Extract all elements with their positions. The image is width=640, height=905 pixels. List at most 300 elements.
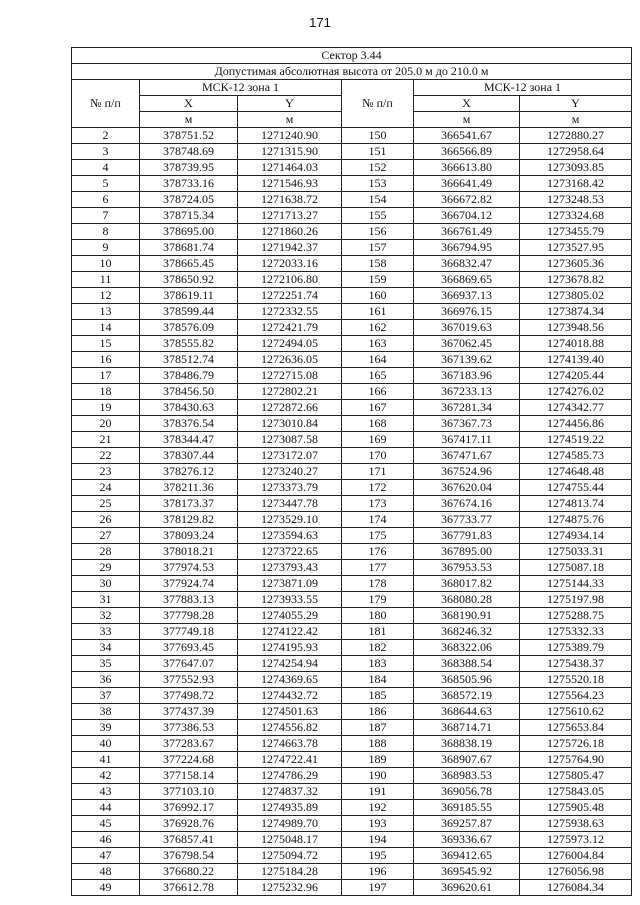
- y-coord-right: 1275938.63: [520, 816, 632, 832]
- y-coord-right: 1275288.75: [520, 608, 632, 624]
- y-coord-right: 1274875.76: [520, 512, 632, 528]
- y-coord-right: 1273948.56: [520, 320, 632, 336]
- y-coord-right: 1275332.33: [520, 624, 632, 640]
- point-number-left: 47: [72, 848, 140, 864]
- x-coord-right: 367417.11: [414, 432, 520, 448]
- y-coord-right: 1274139.40: [520, 352, 632, 368]
- y-coord-right: 1273527.95: [520, 240, 632, 256]
- y-coord-right: 1272880.27: [520, 128, 632, 144]
- y-coord-right: 1275843.05: [520, 784, 632, 800]
- point-number-left: 20: [72, 416, 140, 432]
- x-unit-right: м: [414, 112, 520, 128]
- table-row: [72, 704, 632, 720]
- y-coord-left: 1275184.28: [238, 864, 342, 880]
- y-coord-right: 1273874.34: [520, 304, 632, 320]
- table-row: [72, 816, 632, 832]
- x-coord-left: 378018.21: [140, 544, 238, 560]
- y-coord-right: 1274018.88: [520, 336, 632, 352]
- y-coord-left: 1273871.09: [238, 576, 342, 592]
- point-number-left: 4: [72, 160, 140, 176]
- point-number-right: 150: [342, 128, 414, 144]
- y-coord-right: 1273678.82: [520, 272, 632, 288]
- table-row: [72, 768, 632, 784]
- y-unit-left: м: [238, 112, 342, 128]
- x-coord-left: 377158.14: [140, 768, 238, 784]
- x-coord-left: 378430.63: [140, 400, 238, 416]
- x-coord-right: 366937.13: [414, 288, 520, 304]
- point-number-left: 23: [72, 464, 140, 480]
- y-coord-left: 1271240.90: [238, 128, 342, 144]
- page-number: 171: [309, 15, 331, 30]
- table-row: [72, 800, 632, 816]
- table-row: [72, 640, 632, 656]
- y-coord-right: 1272958.64: [520, 144, 632, 160]
- zone-header-left: МСК-12 зона 1: [140, 80, 342, 96]
- x-coord-right: 368714.71: [414, 720, 520, 736]
- table-row: [72, 224, 632, 240]
- table-row: [72, 656, 632, 672]
- y-coord-left: 1273172.07: [238, 448, 342, 464]
- y-coord-left: 1272802.21: [238, 384, 342, 400]
- y-coord-right: 1275973.12: [520, 832, 632, 848]
- x-coord-right: 368322.06: [414, 640, 520, 656]
- x-coord-left: 378650.92: [140, 272, 238, 288]
- y-coord-left: 1274055.29: [238, 608, 342, 624]
- y-coord-right: 1273805.02: [520, 288, 632, 304]
- point-number-left: 35: [72, 656, 140, 672]
- table-row: [72, 336, 632, 352]
- table-row: [72, 352, 632, 368]
- point-number-left: 18: [72, 384, 140, 400]
- x-coord-left: 378599.44: [140, 304, 238, 320]
- x-coord-left: 378173.37: [140, 496, 238, 512]
- point-number-left: 46: [72, 832, 140, 848]
- point-number-right: 183: [342, 656, 414, 672]
- x-coord-left: 376857.41: [140, 832, 238, 848]
- x-coord-right: 368505.96: [414, 672, 520, 688]
- y-coord-right: 1274342.77: [520, 400, 632, 416]
- table-row: [72, 544, 632, 560]
- table-row: [72, 608, 632, 624]
- table-row: [72, 864, 632, 880]
- point-number-left: 21: [72, 432, 140, 448]
- y-unit-right: м: [520, 112, 632, 128]
- x-coord-right: 369056.78: [414, 784, 520, 800]
- y-coord-left: 1275048.17: [238, 832, 342, 848]
- point-number-right: 156: [342, 224, 414, 240]
- y-coord-left: 1272494.05: [238, 336, 342, 352]
- x-coord-right: 366832.47: [414, 256, 520, 272]
- point-number-left: 33: [72, 624, 140, 640]
- table-row: [72, 384, 632, 400]
- point-number-right: 163: [342, 336, 414, 352]
- y-coord-left: 1271713.27: [238, 208, 342, 224]
- x-coord-right: 367062.45: [414, 336, 520, 352]
- point-number-left: 40: [72, 736, 140, 752]
- x-coord-right: 368983.53: [414, 768, 520, 784]
- point-number-right: 157: [342, 240, 414, 256]
- point-number-right: 181: [342, 624, 414, 640]
- x-coord-left: 377103.10: [140, 784, 238, 800]
- point-number-right: 192: [342, 800, 414, 816]
- x-coord-left: 377498.72: [140, 688, 238, 704]
- x-header-right: X: [414, 96, 520, 112]
- point-number-right: 195: [342, 848, 414, 864]
- table-row: [72, 400, 632, 416]
- x-coord-right: 366869.65: [414, 272, 520, 288]
- x-coord-right: 367620.04: [414, 480, 520, 496]
- point-number-left: 14: [72, 320, 140, 336]
- table-row: [72, 304, 632, 320]
- y-coord-right: 1275087.18: [520, 560, 632, 576]
- point-number-left: 2: [72, 128, 140, 144]
- y-coord-right: 1275389.79: [520, 640, 632, 656]
- x-coord-right: 367019.63: [414, 320, 520, 336]
- table-row: [72, 688, 632, 704]
- x-coord-right: 369620.61: [414, 880, 520, 896]
- x-unit-left: м: [140, 112, 238, 128]
- x-coord-left: 377798.28: [140, 608, 238, 624]
- x-coord-right: 367895.00: [414, 544, 520, 560]
- x-coord-left: 378751.52: [140, 128, 238, 144]
- x-coord-left: 376680.22: [140, 864, 238, 880]
- point-number-right: 168: [342, 416, 414, 432]
- x-coord-right: 367233.13: [414, 384, 520, 400]
- y-coord-right: 1273455.79: [520, 224, 632, 240]
- sector-title: Сектор 3.44: [72, 48, 632, 64]
- point-number-right: 170: [342, 448, 414, 464]
- y-coord-right: 1274813.74: [520, 496, 632, 512]
- y-header-left: Y: [238, 96, 342, 112]
- x-coord-left: 378733.16: [140, 176, 238, 192]
- point-number-right: 196: [342, 864, 414, 880]
- y-coord-left: 1271464.03: [238, 160, 342, 176]
- table-row: [72, 416, 632, 432]
- table-row: [72, 448, 632, 464]
- x-coord-right: 367733.77: [414, 512, 520, 528]
- x-coord-right: 368907.67: [414, 752, 520, 768]
- point-number-right: 187: [342, 720, 414, 736]
- point-number-right: 171: [342, 464, 414, 480]
- x-coord-right: 369545.92: [414, 864, 520, 880]
- x-coord-right: 368017.82: [414, 576, 520, 592]
- table-row: [72, 144, 632, 160]
- point-number-right: 193: [342, 816, 414, 832]
- x-coord-left: 378748.69: [140, 144, 238, 160]
- x-coord-right: 366641.49: [414, 176, 520, 192]
- point-number-right: 173: [342, 496, 414, 512]
- y-coord-left: 1274989.70: [238, 816, 342, 832]
- y-coord-right: 1275764.90: [520, 752, 632, 768]
- y-coord-right: 1275564.23: [520, 688, 632, 704]
- x-coord-left: 377693.45: [140, 640, 238, 656]
- point-number-left: 31: [72, 592, 140, 608]
- y-coord-left: 1273793.43: [238, 560, 342, 576]
- point-number-left: 45: [72, 816, 140, 832]
- x-coord-right: 367281.34: [414, 400, 520, 416]
- table-row: [72, 576, 632, 592]
- point-number-left: 26: [72, 512, 140, 528]
- x-coord-right: 367139.62: [414, 352, 520, 368]
- x-coord-right: 368572.19: [414, 688, 520, 704]
- x-coord-right: 366672.82: [414, 192, 520, 208]
- point-number-right: 184: [342, 672, 414, 688]
- point-number-left: 5: [72, 176, 140, 192]
- y-coord-left: 1272033.16: [238, 256, 342, 272]
- y-coord-right: 1275905.48: [520, 800, 632, 816]
- y-coord-right: 1275610.62: [520, 704, 632, 720]
- point-number-right: 154: [342, 192, 414, 208]
- x-coord-left: 378715.34: [140, 208, 238, 224]
- x-coord-left: 378344.47: [140, 432, 238, 448]
- y-coord-right: 1273093.85: [520, 160, 632, 176]
- x-coord-left: 377283.67: [140, 736, 238, 752]
- y-coord-right: 1273605.36: [520, 256, 632, 272]
- x-coord-right: 369185.55: [414, 800, 520, 816]
- y-coord-left: 1274254.94: [238, 656, 342, 672]
- point-number-left: 30: [72, 576, 140, 592]
- x-coord-right: 366761.49: [414, 224, 520, 240]
- table-row: [72, 528, 632, 544]
- x-coord-left: 378681.74: [140, 240, 238, 256]
- point-number-right: 194: [342, 832, 414, 848]
- x-coord-right: 366613.80: [414, 160, 520, 176]
- point-number-right: 153: [342, 176, 414, 192]
- y-coord-left: 1272421.79: [238, 320, 342, 336]
- y-coord-left: 1271942.37: [238, 240, 342, 256]
- y-coord-left: 1274432.72: [238, 688, 342, 704]
- x-coord-right: 369412.65: [414, 848, 520, 864]
- table-row: [72, 320, 632, 336]
- table-row: [72, 736, 632, 752]
- point-number-right: 175: [342, 528, 414, 544]
- y-coord-right: 1274519.22: [520, 432, 632, 448]
- x-coord-right: 367674.16: [414, 496, 520, 512]
- y-coord-left: 1273010.84: [238, 416, 342, 432]
- y-coord-right: 1274934.14: [520, 528, 632, 544]
- y-coord-right: 1273324.68: [520, 208, 632, 224]
- point-number-right: 182: [342, 640, 414, 656]
- x-coord-left: 377386.53: [140, 720, 238, 736]
- col-num-header-right: № п/п: [342, 80, 414, 128]
- y-coord-left: 1273722.65: [238, 544, 342, 560]
- point-number-left: 11: [72, 272, 140, 288]
- point-number-right: 180: [342, 608, 414, 624]
- y-coord-left: 1273373.79: [238, 480, 342, 496]
- table-row: [72, 288, 632, 304]
- y-coord-left: 1274556.82: [238, 720, 342, 736]
- x-coord-right: 368388.54: [414, 656, 520, 672]
- table-row: [72, 464, 632, 480]
- point-number-left: 16: [72, 352, 140, 368]
- x-coord-left: 378555.82: [140, 336, 238, 352]
- x-coord-left: 378376.54: [140, 416, 238, 432]
- point-number-right: 162: [342, 320, 414, 336]
- point-number-right: 165: [342, 368, 414, 384]
- table-row: [72, 128, 632, 144]
- point-number-left: 28: [72, 544, 140, 560]
- y-coord-right: 1275033.31: [520, 544, 632, 560]
- height-range: Допустимая абсолютная высота от 205.0 м до 210.0 м: [72, 64, 632, 80]
- x-coord-left: 377647.07: [140, 656, 238, 672]
- y-coord-left: 1274837.32: [238, 784, 342, 800]
- y-coord-left: 1273087.58: [238, 432, 342, 448]
- y-coord-right: 1274585.73: [520, 448, 632, 464]
- y-coord-left: 1274369.65: [238, 672, 342, 688]
- x-coord-left: 377974.53: [140, 560, 238, 576]
- x-coord-left: 377749.18: [140, 624, 238, 640]
- x-coord-right: 368190.91: [414, 608, 520, 624]
- x-coord-left: 376798.54: [140, 848, 238, 864]
- point-number-right: 197: [342, 880, 414, 896]
- y-coord-left: 1271638.72: [238, 192, 342, 208]
- x-coord-left: 378486.79: [140, 368, 238, 384]
- y-coord-right: 1276004.84: [520, 848, 632, 864]
- y-coord-left: 1273529.10: [238, 512, 342, 528]
- table-row: [72, 480, 632, 496]
- point-number-right: 164: [342, 352, 414, 368]
- point-number-left: 43: [72, 784, 140, 800]
- point-number-right: 155: [342, 208, 414, 224]
- y-coord-right: 1274755.44: [520, 480, 632, 496]
- y-coord-right: 1275144.33: [520, 576, 632, 592]
- x-header-left: X: [140, 96, 238, 112]
- x-coord-left: 378129.82: [140, 512, 238, 528]
- table-row: [72, 592, 632, 608]
- x-coord-left: 378276.12: [140, 464, 238, 480]
- point-number-right: 166: [342, 384, 414, 400]
- y-header-right: Y: [520, 96, 632, 112]
- point-number-left: 17: [72, 368, 140, 384]
- point-number-left: 39: [72, 720, 140, 736]
- y-coord-right: 1275438.37: [520, 656, 632, 672]
- table-row: [72, 160, 632, 176]
- y-coord-left: 1271315.90: [238, 144, 342, 160]
- table-row: [72, 720, 632, 736]
- y-coord-right: 1274648.48: [520, 464, 632, 480]
- table-row: [72, 880, 632, 896]
- point-number-left: 44: [72, 800, 140, 816]
- table-row: [72, 240, 632, 256]
- y-coord-left: 1273447.78: [238, 496, 342, 512]
- point-number-right: 160: [342, 288, 414, 304]
- x-coord-right: 367367.73: [414, 416, 520, 432]
- y-coord-left: 1272106.80: [238, 272, 342, 288]
- coordinates-table: [71, 47, 632, 896]
- y-coord-left: 1272251.74: [238, 288, 342, 304]
- x-coord-right: 366541.67: [414, 128, 520, 144]
- point-number-right: 159: [342, 272, 414, 288]
- point-number-right: 189: [342, 752, 414, 768]
- y-coord-left: 1272872.66: [238, 400, 342, 416]
- point-number-left: 29: [72, 560, 140, 576]
- point-number-left: 38: [72, 704, 140, 720]
- y-coord-right: 1275653.84: [520, 720, 632, 736]
- point-number-left: 15: [72, 336, 140, 352]
- x-coord-right: 366704.12: [414, 208, 520, 224]
- y-coord-left: 1274663.78: [238, 736, 342, 752]
- point-number-left: 49: [72, 880, 140, 896]
- x-coord-right: 368644.63: [414, 704, 520, 720]
- y-coord-left: 1273594.63: [238, 528, 342, 544]
- y-coord-left: 1274195.93: [238, 640, 342, 656]
- x-coord-left: 377883.13: [140, 592, 238, 608]
- point-number-right: 188: [342, 736, 414, 752]
- point-number-left: 19: [72, 400, 140, 416]
- point-number-right: 177: [342, 560, 414, 576]
- x-coord-left: 377552.93: [140, 672, 238, 688]
- y-coord-left: 1272332.55: [238, 304, 342, 320]
- table-row: [72, 256, 632, 272]
- point-number-right: 151: [342, 144, 414, 160]
- y-coord-left: 1275232.96: [238, 880, 342, 896]
- y-coord-left: 1275094.72: [238, 848, 342, 864]
- point-number-right: 186: [342, 704, 414, 720]
- point-number-left: 25: [72, 496, 140, 512]
- point-number-left: 6: [72, 192, 140, 208]
- x-coord-right: 368080.28: [414, 592, 520, 608]
- y-coord-left: 1273240.27: [238, 464, 342, 480]
- point-number-right: 179: [342, 592, 414, 608]
- x-coord-left: 378093.24: [140, 528, 238, 544]
- point-number-left: 13: [72, 304, 140, 320]
- y-coord-right: 1275805.47: [520, 768, 632, 784]
- x-coord-left: 376612.78: [140, 880, 238, 896]
- x-coord-left: 377437.39: [140, 704, 238, 720]
- point-number-right: 158: [342, 256, 414, 272]
- point-number-left: 34: [72, 640, 140, 656]
- table-row: [72, 176, 632, 192]
- point-number-left: 24: [72, 480, 140, 496]
- table-row: [72, 560, 632, 576]
- table-row: [72, 848, 632, 864]
- point-number-right: 167: [342, 400, 414, 416]
- point-number-left: 12: [72, 288, 140, 304]
- point-number-right: 191: [342, 784, 414, 800]
- table-row: [72, 784, 632, 800]
- x-coord-left: 378211.36: [140, 480, 238, 496]
- zone-header-right: МСК-12 зона 1: [414, 80, 632, 96]
- x-coord-left: 378576.09: [140, 320, 238, 336]
- point-number-left: 48: [72, 864, 140, 880]
- x-coord-left: 377224.68: [140, 752, 238, 768]
- y-coord-right: 1276084.34: [520, 880, 632, 896]
- x-coord-left: 376928.76: [140, 816, 238, 832]
- y-coord-left: 1274722.41: [238, 752, 342, 768]
- x-coord-left: 376992.17: [140, 800, 238, 816]
- point-number-right: 185: [342, 688, 414, 704]
- x-coord-right: 367183.96: [414, 368, 520, 384]
- x-coord-left: 378307.44: [140, 448, 238, 464]
- x-coord-right: 367953.53: [414, 560, 520, 576]
- point-number-right: 172: [342, 480, 414, 496]
- y-coord-left: 1273933.55: [238, 592, 342, 608]
- y-coord-right: 1275726.18: [520, 736, 632, 752]
- x-coord-right: 366566.89: [414, 144, 520, 160]
- table-row: [72, 208, 632, 224]
- y-coord-left: 1271860.26: [238, 224, 342, 240]
- table-row: [72, 832, 632, 848]
- y-coord-left: 1272636.05: [238, 352, 342, 368]
- point-number-right: 190: [342, 768, 414, 784]
- x-coord-left: 378695.00: [140, 224, 238, 240]
- y-coord-right: 1276056.98: [520, 864, 632, 880]
- y-coord-right: 1273248.53: [520, 192, 632, 208]
- table-row: [72, 368, 632, 384]
- table-row: [72, 272, 632, 288]
- x-coord-right: 366794.95: [414, 240, 520, 256]
- point-number-right: 174: [342, 512, 414, 528]
